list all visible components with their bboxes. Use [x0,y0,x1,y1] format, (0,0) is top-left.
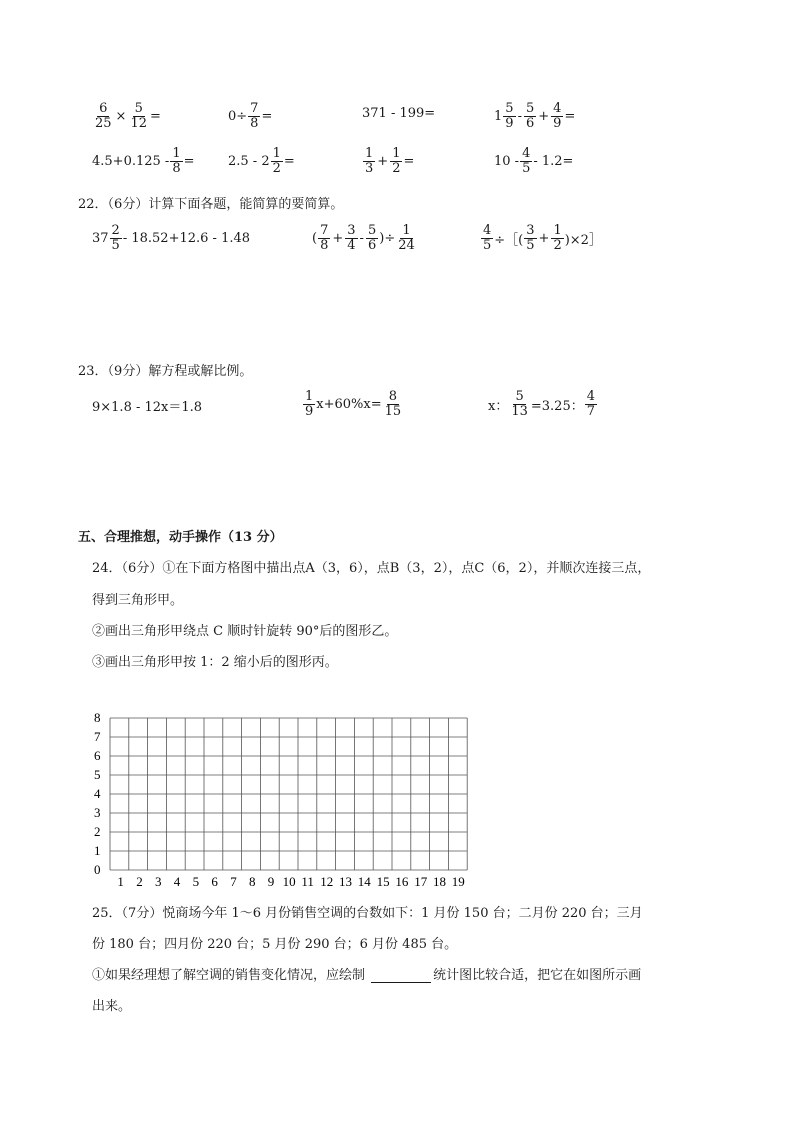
expr-text: =3.25： [530,398,584,414]
expr-text: 2.5 - 2 [228,153,270,169]
calc-r1-e2 [228,102,272,130]
grid-svg [90,706,490,891]
question-25-line3 [92,964,641,983]
x-axis-label: 4 [173,874,181,889]
operator: + [332,230,344,246]
x-axis-label: 14 [357,874,371,889]
numerator: 4 [483,223,492,238]
numerator: 7 [320,223,329,238]
denominator: 2 [392,160,401,176]
denominator: 9 [505,115,514,131]
denominator: 7 [586,403,596,419]
expr-text: 371 - 199= [362,106,436,121]
numerator: 4 [522,146,531,161]
numerator: 5 [367,223,377,238]
operator: + [538,230,550,246]
numerator: 1 [172,146,181,161]
calc-r1-e3 [362,106,435,121]
expr-text: x+60%x= [316,396,382,412]
denominator: 5 [526,237,535,253]
numerator: 1 [553,223,562,238]
y-axis-label: 2 [94,824,101,839]
question-24-line3: ②画出三角形甲绕点 C 顺时针旋转 90°后的图形乙。 [92,624,398,639]
expr-text: x： [488,398,509,414]
x-axis-label: 8 [249,874,256,889]
denominator: 9 [305,403,314,419]
question-24-line2: 得到三角形甲。 [92,593,184,608]
x-axis-label: 15 [376,874,390,889]
q22-e1 [92,224,250,252]
equals: = [183,153,195,169]
q22-e3 [480,224,602,252]
calc-r1-e4 [494,102,575,130]
q25-line3-part2: 统计图比较合适，把它在如图所示画 [433,968,642,983]
numerator: 1 [365,146,374,161]
denominator: 5 [483,237,492,253]
y-axis-label: 6 [94,748,101,763]
numerator: 3 [347,223,356,238]
denominator: 4 [347,237,356,253]
denominator: 2 [553,237,562,253]
operator: ÷ [384,230,396,246]
denominator: 25 [95,115,112,131]
question-25-line2: 份 180 台；四月份 220 台；5 月份 290 台；6 月份 485 台。 [92,937,458,952]
operator: + [538,108,550,124]
numerator: 1 [305,389,314,404]
question-23-title: 23．（9分）解方程或解比例。 [78,364,253,379]
denominator: 12 [130,115,147,131]
x-axis-label: 16 [395,874,409,889]
calc-r2-e3 [362,147,414,175]
equals: = [150,108,161,124]
q23-e3 [488,390,598,418]
numerator: 5 [525,101,535,116]
q25-line3-part1: ①如果经理想了解空调的销售变化情况，应绘制 [92,968,370,983]
y-axis-label: 7 [94,729,101,744]
numerator: 8 [388,389,398,404]
numerator: 1 [392,146,401,161]
denominator: 3 [365,160,374,176]
operator: - [517,108,522,124]
expr-text: - 18.52+12.6 - 1.48 [122,230,251,246]
paren: ) [379,230,385,246]
paren: ( [312,230,318,246]
denominator: 24 [398,237,415,253]
q22-e2 [312,224,418,252]
section-5-title: 五、合理推想，动手操作（13 分） [78,530,283,545]
numerator: 5 [134,101,143,116]
equals: = [283,153,295,169]
expr-text: 0÷ [228,108,248,124]
denominator: 5 [111,237,120,253]
x-axis-label: 6 [211,874,218,889]
x-axis-label: 18 [433,874,446,889]
expr-text: 4.5+0.125 - [92,153,170,169]
x-axis-label: 19 [451,874,465,889]
equals: = [403,153,415,169]
numerator: 4 [586,389,596,404]
equals: = [564,108,576,124]
x-axis-label: 10 [282,874,296,889]
whole-part: 1 [494,108,503,124]
numerator: 7 [250,101,259,116]
coordinate-grid [90,706,490,895]
denominator: 8 [172,160,181,176]
x-axis-label: 12 [320,874,334,889]
expr-text: 9×1.8 - 12x＝1.8 [92,400,203,415]
operator: × [115,108,127,124]
operator: ÷［( [494,232,524,248]
q23-e2 [302,390,404,418]
expr-text: 10 - [494,153,520,169]
calc-r2-e2 [228,147,295,175]
x-axis-label: 9 [267,874,275,889]
y-axis-label: 4 [94,786,101,801]
operator: - [359,230,364,246]
q23-e1 [92,396,202,415]
y-axis-label: 0 [94,862,101,877]
numerator: 2 [111,223,120,238]
calc-r2-e1 [92,147,195,175]
y-axis-label: 3 [94,805,101,820]
denominator: 6 [525,115,535,131]
denominator: 2 [272,160,281,176]
question-25-line4: 出来。 [92,999,132,1014]
denominator: 5 [522,160,531,176]
numerator: 3 [526,223,535,238]
x-axis-label: 11 [301,874,314,889]
expr-text: - 1.2= [533,153,574,169]
denominator: 9 [553,115,562,131]
question-25-line1: 25．（7分）悦商场今年 1～6 月份销售空调的台数如下：1 月份 150 台；二月份 220 台；三月 [92,906,643,921]
x-axis-label: 13 [339,874,352,889]
y-axis-label: 8 [94,710,101,725]
y-axis-label: 5 [94,767,101,782]
denominator: 13 [511,403,528,419]
answer-blank[interactable] [371,968,431,983]
y-axis-label: 1 [94,843,101,858]
numerator: 1 [402,223,411,238]
denominator: 8 [320,237,329,253]
x-axis-label: 17 [414,874,428,889]
question-22-title: 22．（6分）计算下面各题，能简算的要简算。 [78,197,344,212]
equals: = [261,108,273,124]
numerator: 5 [505,101,514,116]
x-axis-label: 1 [117,874,124,889]
calc-r1-e1 [92,102,161,130]
x-axis-label: 2 [136,874,143,889]
denominator: 6 [367,237,377,253]
numerator: 6 [99,101,108,116]
expr-text: )×2］ [564,232,602,248]
numerator: 1 [272,146,281,161]
denominator: 8 [250,115,259,131]
question-24-line4: ③画出三角形甲按 1：2 缩小后的图形丙。 [92,655,338,670]
whole-part: 37 [92,230,109,246]
question-24-line1: 24．（6分）①在下面方格图中描出点A（3，6），点B（3，2），点C（6，2），并顺次连接三点， [92,561,651,576]
x-axis-label: 7 [230,874,237,889]
operator: + [377,153,389,169]
calc-r2-e4 [494,147,573,175]
x-axis-label: 5 [192,874,200,889]
numerator: 4 [553,101,562,116]
denominator: 15 [384,403,402,419]
x-axis-label: 3 [155,874,162,889]
numerator: 5 [515,389,524,404]
